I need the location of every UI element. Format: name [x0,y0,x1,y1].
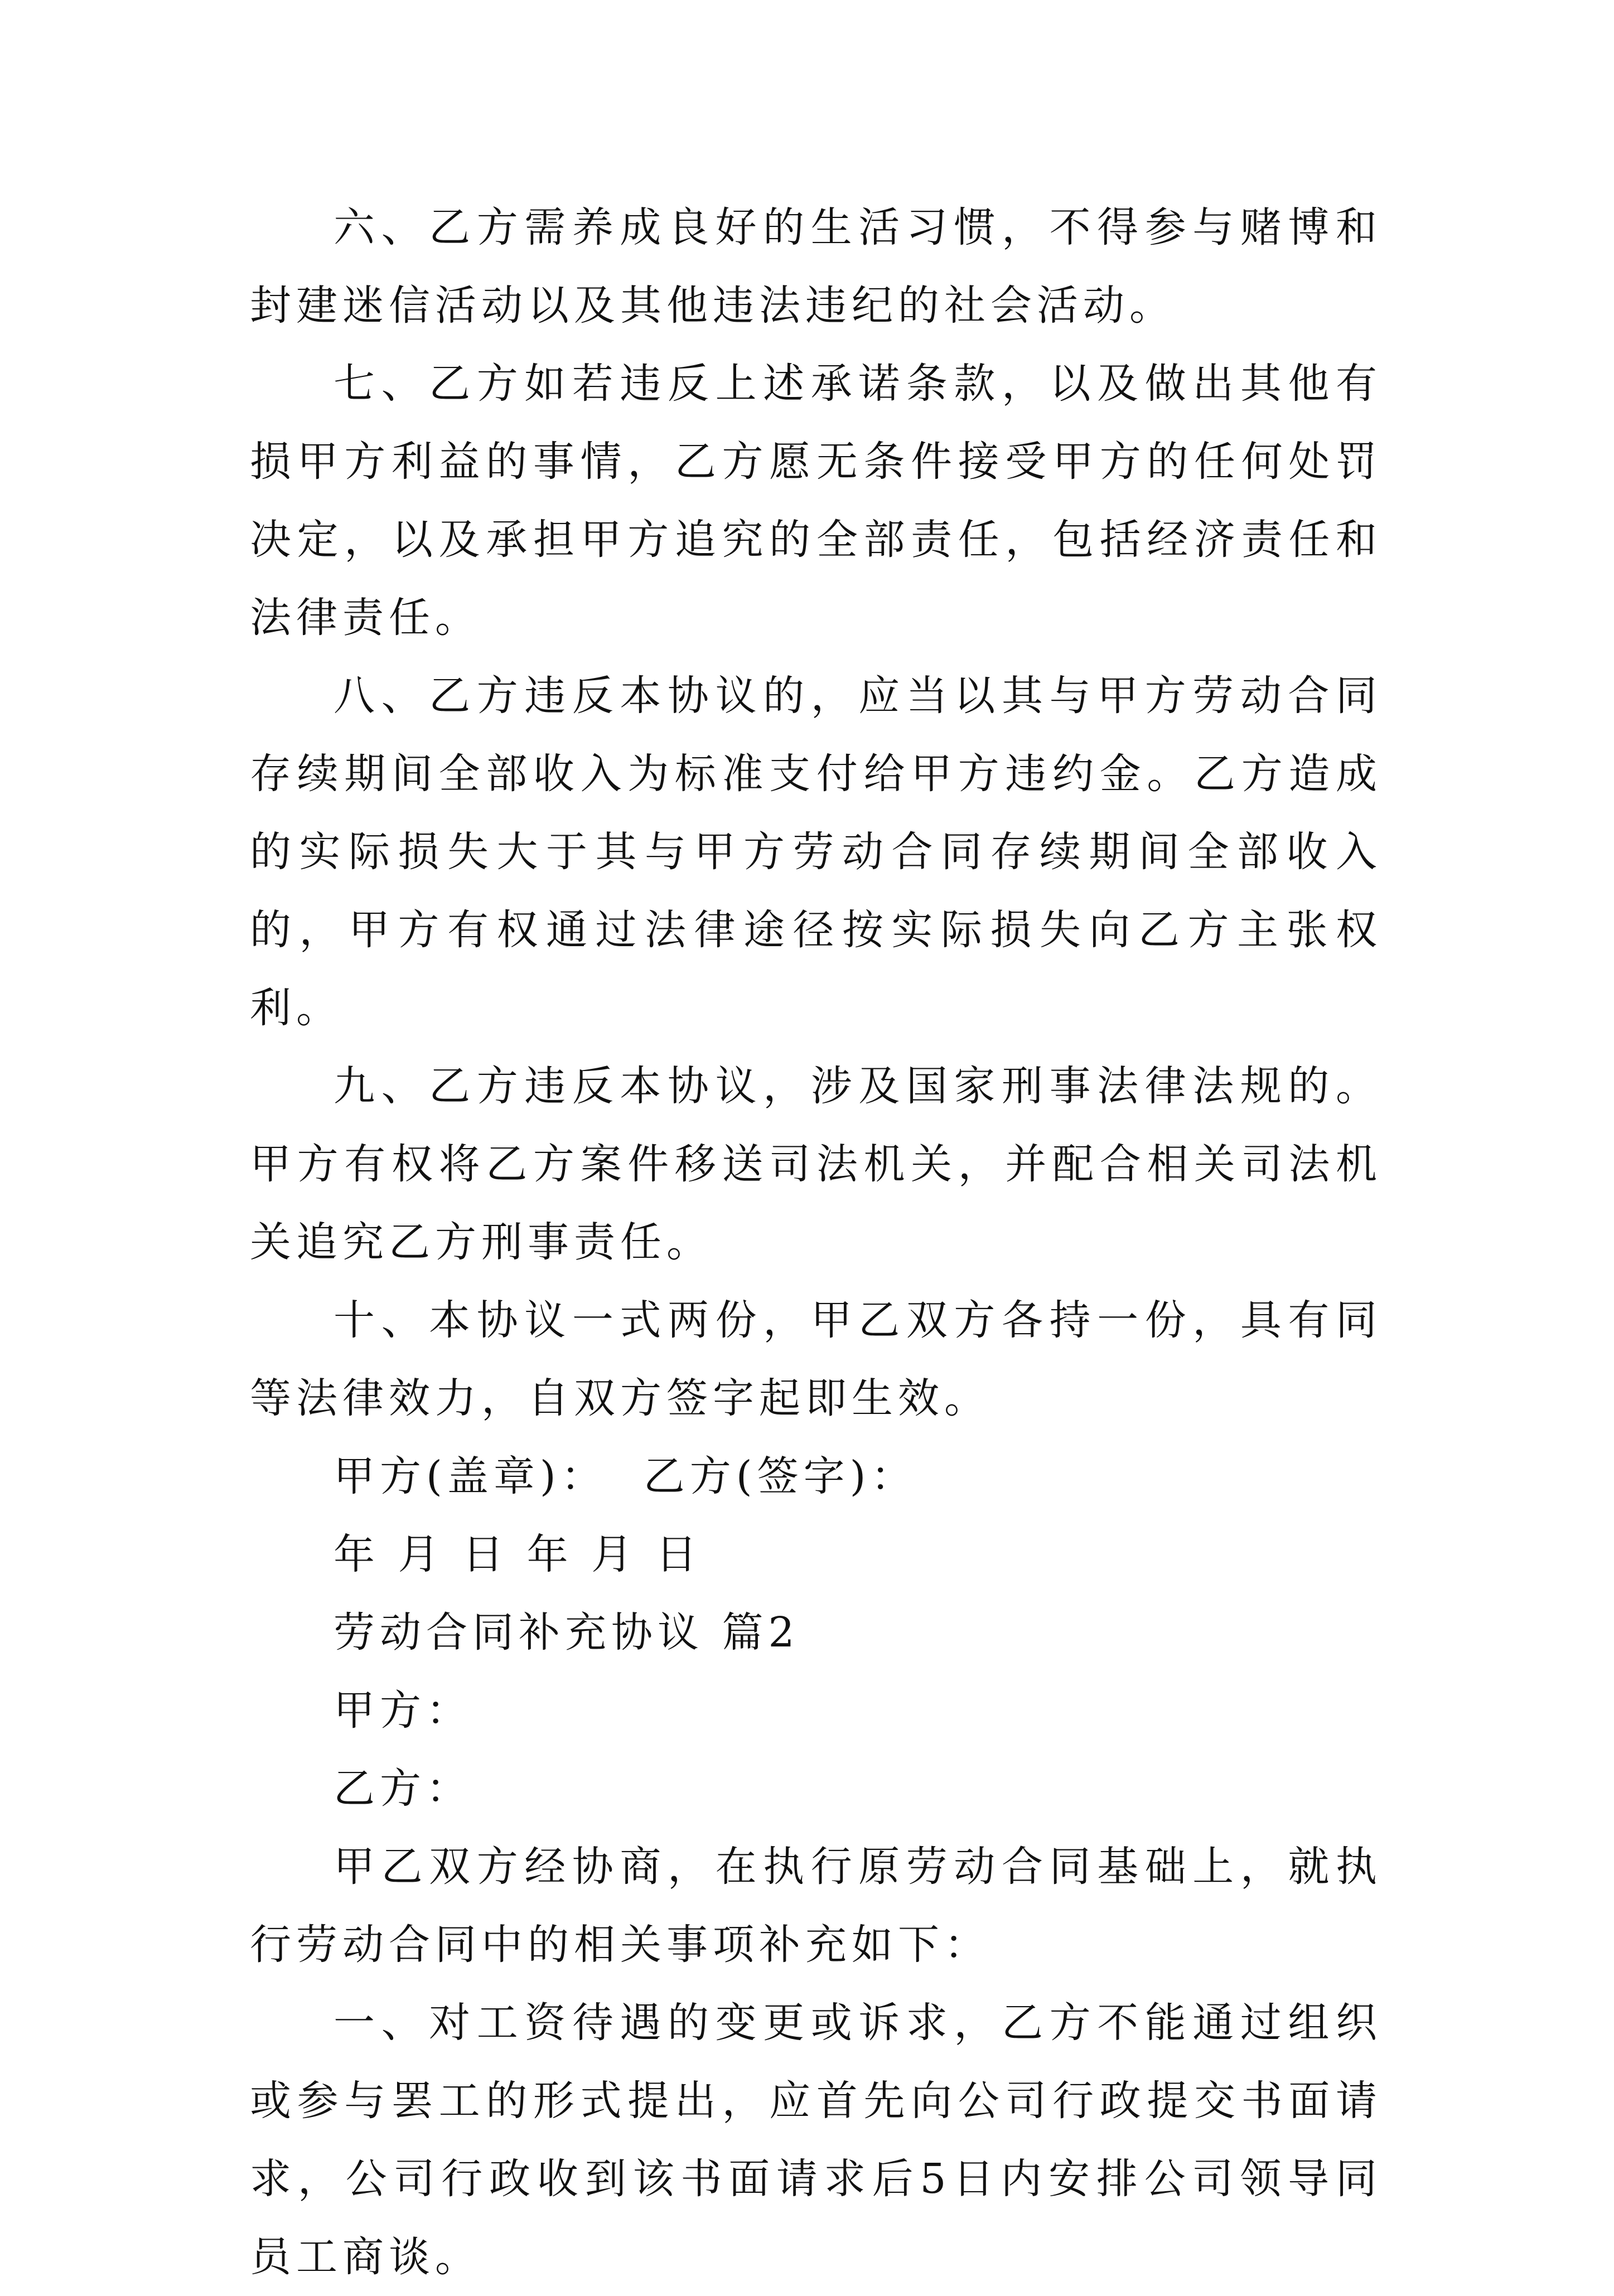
clause-nine: 九、乙方违反本协议，涉及国家刑事法律法规的。甲方有权将乙方案件移送司法机关，并配合相关司法机关追究乙方刑事责任。 [250,1062,1382,1266]
date-line: 年 月 日 年 月 日 [334,1530,702,1578]
clause-one: 一、对工资待遇的变更或诉求，乙方不能通过组织或参与罢工的形式提出，应首先向公司行政提交书面请求，公司行政收到该书面请求后5日内安排公司领导同员工商谈。 [250,1999,1382,2281]
clause-six: 六、乙方需养成良好的生活习惯，不得参与赌博和封建迷信活动以及其他违法违纪的社会活动。 [250,204,1382,330]
clause-seven: 七、乙方如若违反上述承诺条款，以及做出其他有损甲方利益的事情，乙方愿无条件接受甲方的任何处罚决定，以及承担甲方追究的全部责任，包括经济责任和法律责任。 [250,360,1382,642]
signature-line: 甲方(盖章)： 乙方(签字)： [334,1452,917,1500]
clause-ten: 十、本协议一式两份，甲乙双方各持一份，具有同等法律效力，自双方签字起即生效。 [250,1296,1382,1422]
party-a-line: 甲方： [334,1687,472,1735]
preamble-paragraph: 甲乙双方经协商，在执行原劳动合同基础上，就执行劳动合同中的相关事项补充如下： [250,1843,1382,1969]
clause-eight: 八、乙方违反本协议的，应当以其与甲方劳动合同存续期间全部收入为标准支付给甲方违约金。乙方造成的实际损失大于其与甲方劳动合同存续期间全部收入的，甲方有权通过法律途径按实际损失向乙方主张权利。 [250,672,1382,1032]
party-b-line: 乙方： [334,1765,472,1813]
document-body [250,188,1382,2296]
section-title: 劳动合同补充协议 篇2 [334,1609,800,1656]
